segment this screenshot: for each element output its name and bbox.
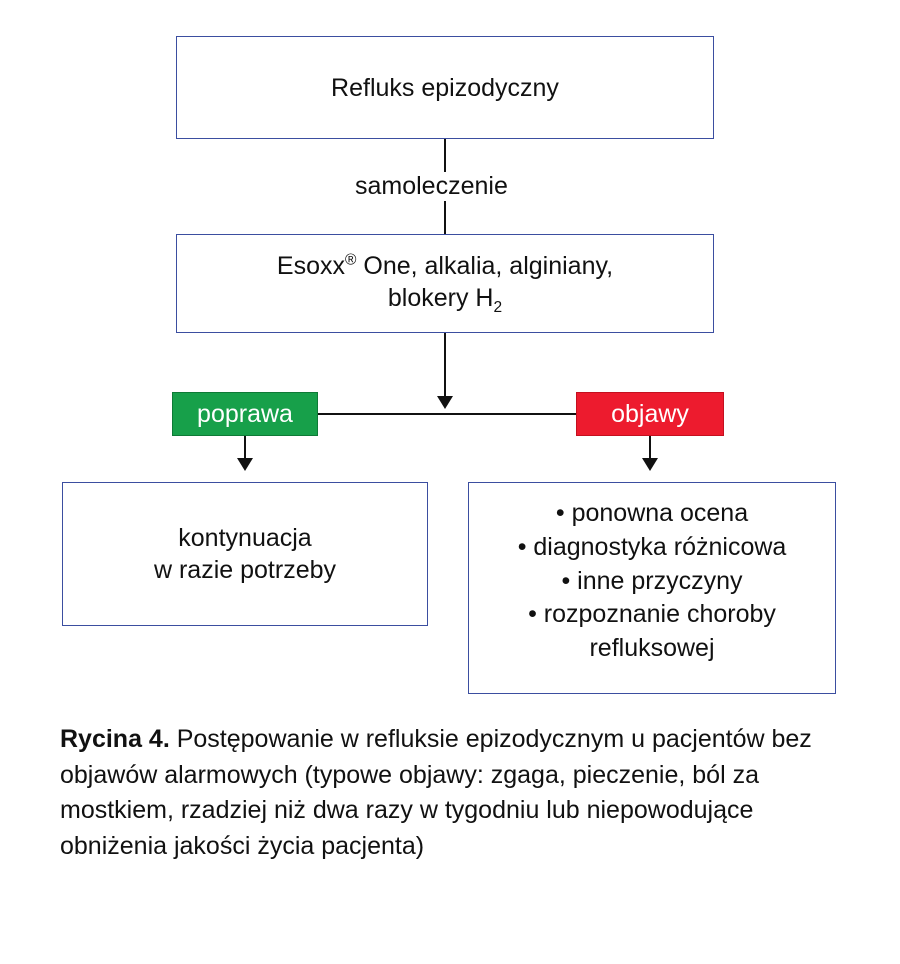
node-continue-treatment-text <box>154 522 336 586</box>
node-improvement-label: poprawa <box>197 400 293 428</box>
node-further-actions <box>468 482 836 694</box>
node-treatment-options <box>176 234 714 333</box>
node-symptoms-label: objawy <box>611 400 689 428</box>
treatment-blockers-sub: 2 <box>493 298 503 316</box>
continue-line-1: kontynuacja <box>178 524 312 552</box>
arrowhead-icon-down-center <box>437 396 453 409</box>
connector-treatment-to-split <box>444 333 446 403</box>
node-treatment-options-text <box>277 250 613 318</box>
treatment-rest: One, alkalia, alginiany, <box>356 251 614 280</box>
arrowhead-icon-down-right <box>642 458 658 471</box>
continue-line-2: w razie potrzeby <box>153 556 337 584</box>
figure-caption <box>60 722 850 864</box>
figure-caption-text: Postępowanie w refluksie epizodycznym u pacjentów bez objawów alarmowych (typowe objawy: zgaga, pieczenie, ból za mostkiem, rzadziej niż dwa razy w tygodniu lub niepowodujące obniżenia jakości życia pacjenta) <box>60 725 812 860</box>
arrowhead-icon-down-left <box>237 458 253 471</box>
node-episodic-reflux-label: Refluks epizodyczny <box>331 73 559 102</box>
further-actions-list <box>479 483 825 666</box>
node-improvement <box>172 392 318 436</box>
node-episodic-reflux <box>176 36 714 139</box>
label-self-treatment: samoleczenie <box>345 172 518 201</box>
registered-trademark-icon: ® <box>345 251 357 269</box>
list-item: • diagnostyka różnicowa <box>517 532 787 561</box>
list-item: • inne przyczyny <box>561 566 743 595</box>
node-continue-treatment <box>62 482 428 626</box>
connector-split-horizontal <box>318 413 576 415</box>
list-item-continuation: refluksowej <box>589 634 715 662</box>
treatment-brand: Esoxx <box>276 251 346 280</box>
treatment-blockers: blokery H <box>387 283 494 312</box>
list-item: • ponowna ocena <box>555 499 749 527</box>
list-item: • rozpoznanie choroby <box>528 600 776 629</box>
figure-caption-label: Rycina 4. <box>60 725 170 753</box>
node-symptoms <box>576 392 724 436</box>
